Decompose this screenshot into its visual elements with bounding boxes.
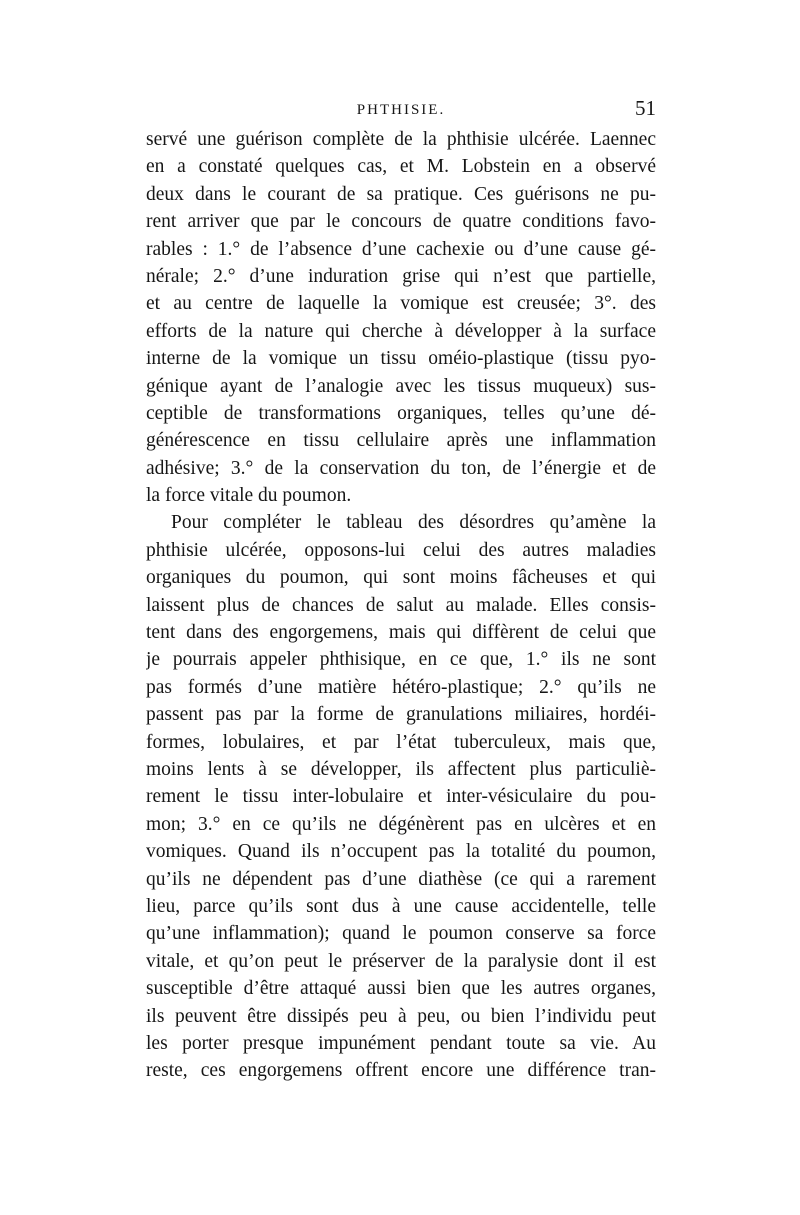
text-line: reste, ces engorgemens offrent encore une différence tran- [146, 1060, 656, 1082]
text-line: génique ayant de l’analogie avec les tissus muqueux) sus- [146, 375, 656, 397]
running-head [146, 96, 656, 124]
text-line: deux dans le courant de sa pratique. Ces guérisons ne pu- [146, 183, 656, 205]
text-line: je pourrais appeler phthisique, en ce que, 1.° ils ne sont [146, 649, 656, 671]
text-line: servé une guérison complète de la phthisie ulcérée. Laennec [146, 129, 656, 150]
text-line: formes, lobulaires, et par l’état tuberculeux, mais que, [146, 731, 656, 753]
text-line: générescence en tissu cellulaire après une inflammation [146, 430, 656, 452]
text-line: rables : 1.° de l’absence d’une cachexie ou d’une cause gé- [146, 238, 656, 260]
text-line: qu’une inflammation); quand le poumon conserve sa force [146, 923, 656, 945]
text-line: moins lents à se développer, ils affectent plus particuliè- [146, 758, 656, 780]
text-line: efforts de la nature qui cherche à développer à la surface [146, 320, 656, 342]
text-line: lieu, parce qu’ils sont dus à une cause accidentelle, telle [146, 895, 656, 917]
text-line: adhésive; 3.° de la conservation du ton, de l’énergie et de [146, 457, 656, 479]
text-line: Pour compléter le tableau des désordres qu’amène la [171, 512, 656, 534]
text-line: la force vitale du poumon. [146, 485, 352, 507]
text-line: rement le tissu inter-lobulaire et inter-vésiculaire du pou- [146, 786, 656, 808]
text-line: nérale; 2.° d’une induration grise qui n’est que partielle, [146, 265, 656, 287]
text-line: en a constaté quelques cas, et M. Lobstein en a observé [146, 156, 656, 178]
text-line: susceptible d’être attaqué aussi bien que les autres organes, [146, 978, 656, 1000]
text-line: rent arriver que par le concours de quatre conditions favo- [146, 211, 656, 233]
text-line: phthisie ulcérée, opposons-lui celui des autres maladies [146, 539, 656, 561]
text-line: vomiques. Quand ils n’occupent pas la totalité du poumon, [146, 841, 656, 863]
text-line: laissent plus de chances de salut au malade. Elles consis- [146, 594, 656, 616]
text-line: qu’ils ne dépendent pas d’une diathèse (ce qui a rarement [146, 868, 656, 890]
body-text [146, 126, 656, 1085]
text-line: tent dans des engorgemens, mais qui diffèrent de celui que [146, 622, 656, 644]
text-line: mon; 3.° en ce qu’ils ne dégénèrent pas en ulcères et en [146, 813, 656, 835]
text-line: et au centre de laquelle la vomique est creusée; 3°. des [146, 293, 656, 315]
text-line: pas formés d’une matière hétéro-plastique; 2.° qu’ils ne [146, 676, 656, 698]
text-line: organiques du poumon, qui sont moins fâcheuses et qui [146, 567, 656, 589]
text-line: interne de la vomique un tissu oméio-plastique (tissu pyo- [146, 348, 656, 370]
page-number: 51 [635, 96, 656, 120]
text-line: les porter presque impunément pendant toute sa vie. Au [146, 1032, 656, 1054]
text-line: ils peuvent être dissipés peu à peu, ou bien l’individu peut [146, 1005, 656, 1027]
running-title: PHTHISIE. [356, 102, 446, 118]
text-line: vitale, et qu’on peut le préserver de la paralysie dont il est [146, 950, 656, 972]
text-line: ceptible de transformations organiques, telles qu’une dé- [146, 402, 656, 424]
text-line: passent pas par la forme de granulations miliaires, hordéi- [146, 704, 656, 726]
